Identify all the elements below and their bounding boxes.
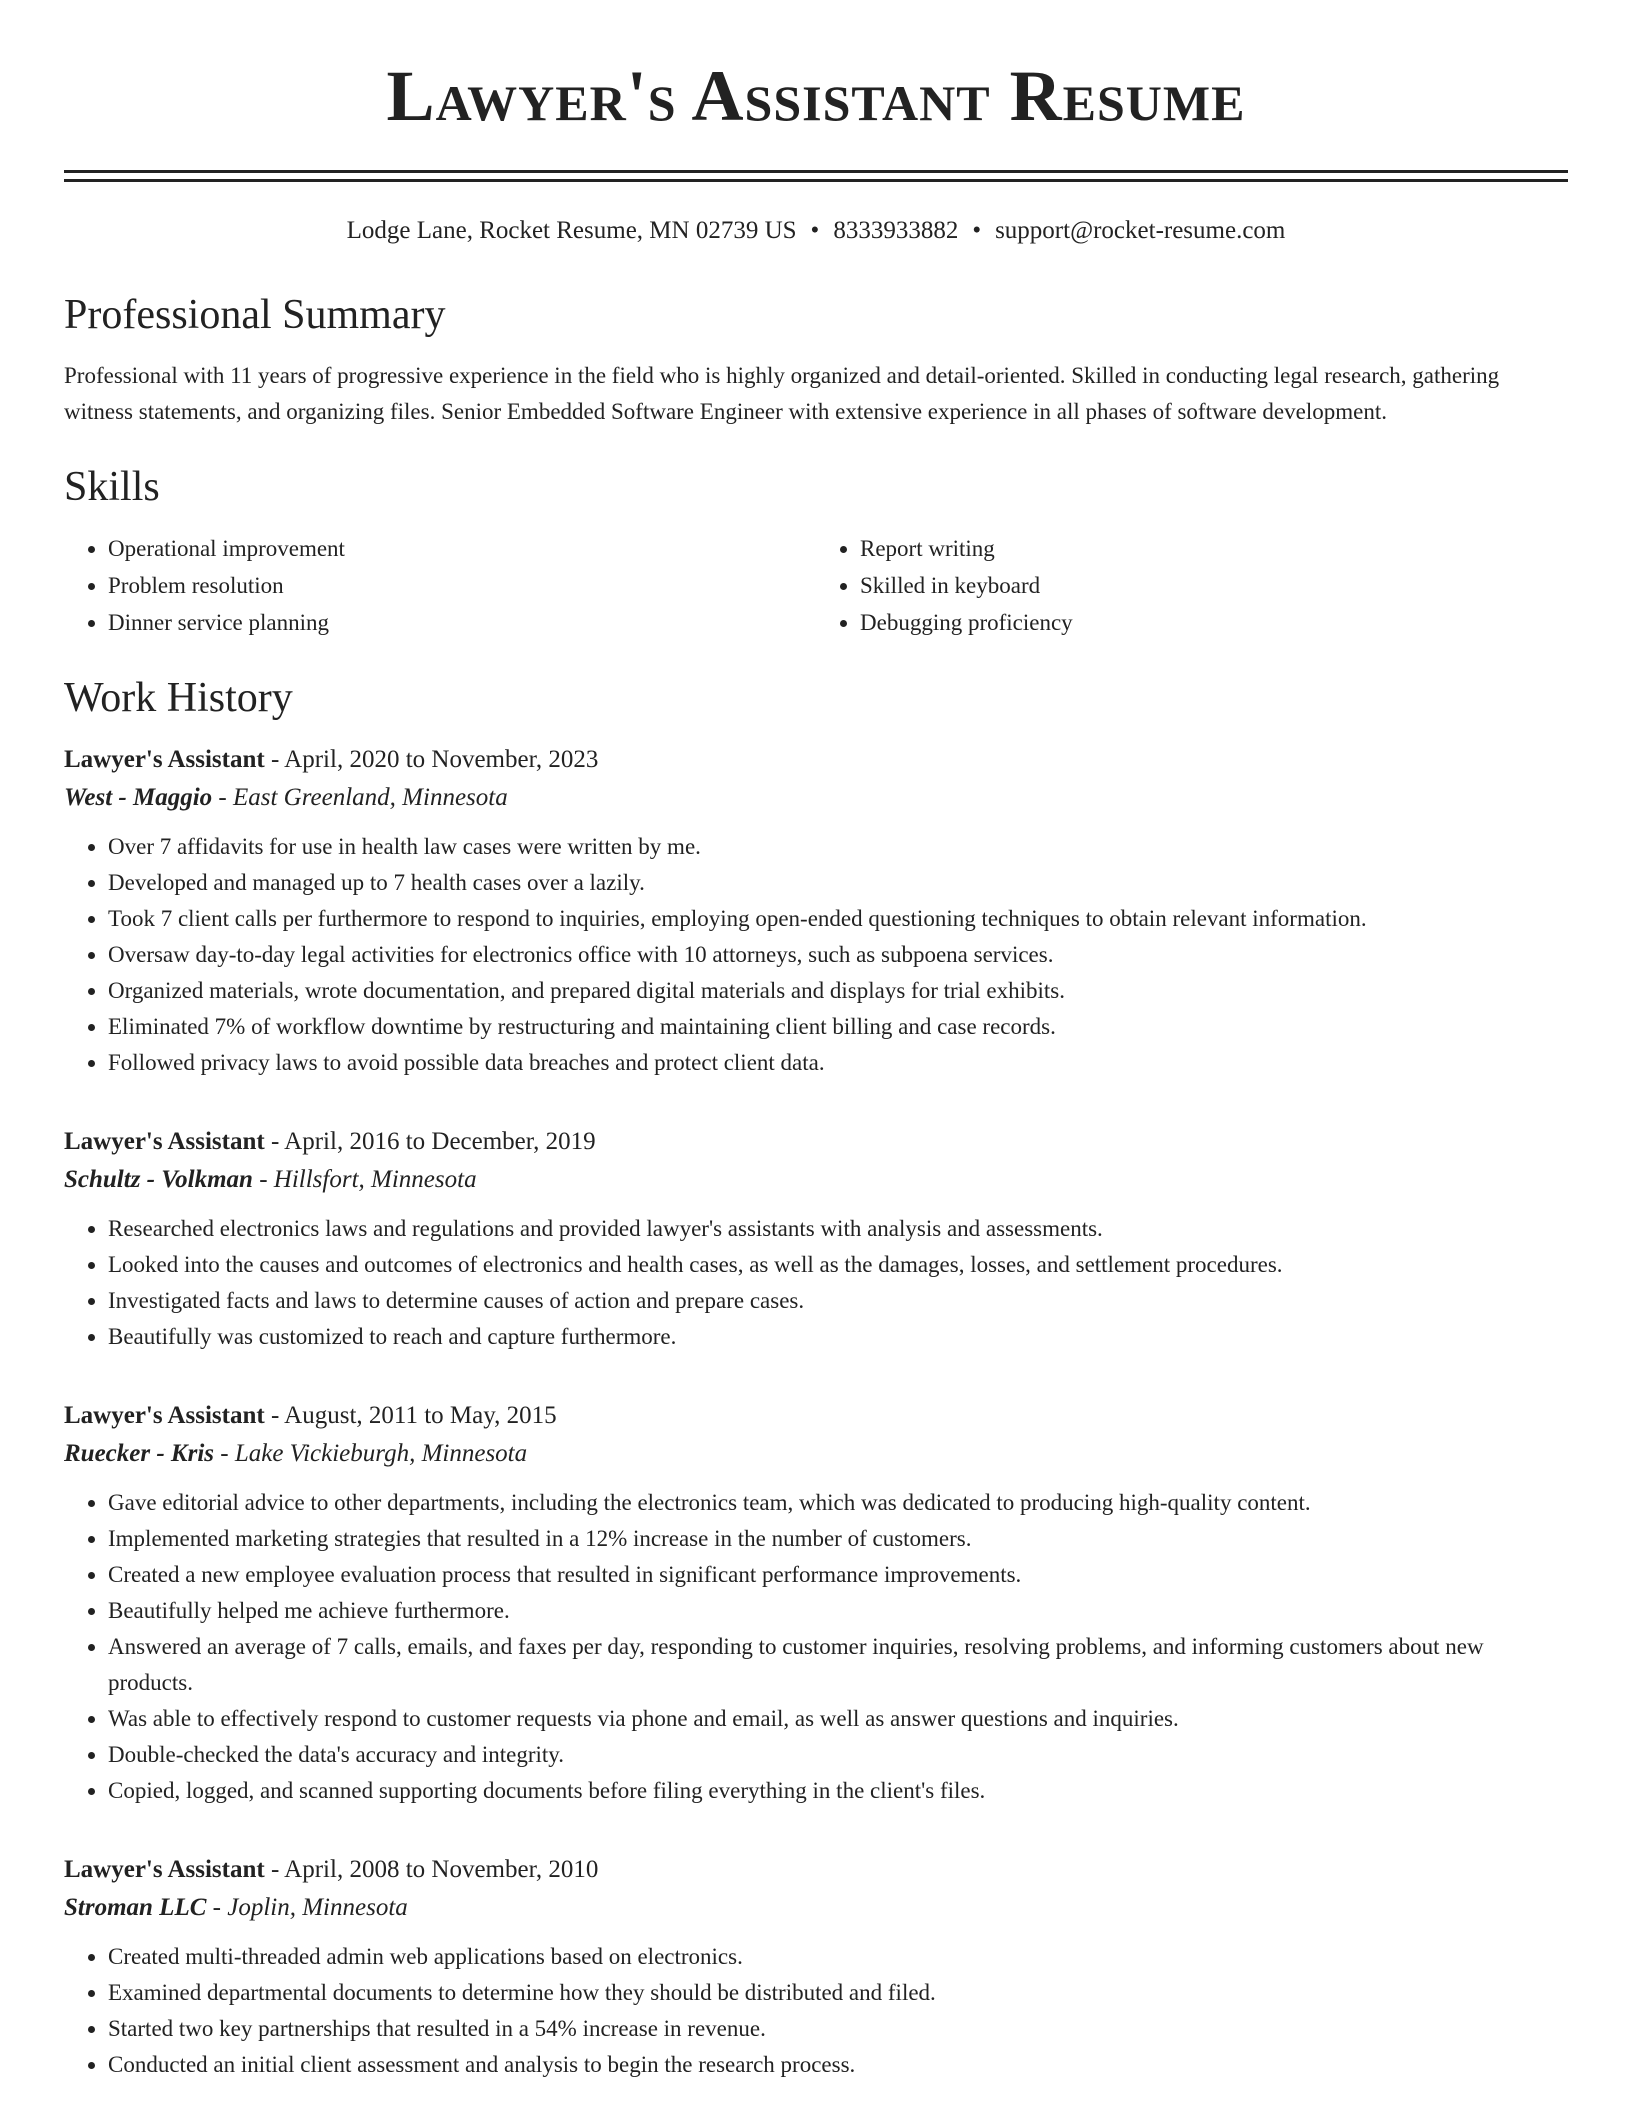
job-title: Lawyer's Assistant [64,746,265,773]
job-bullet: • Followed privacy laws to avoid possible data breaches and protect client data. [108,1045,1568,1081]
job-bullet: • Beautifully was customized to reach and capture furthermore. [108,1319,1568,1355]
contact-address: Lodge Lane, Rocket Resume, MN 02739 US [346,217,797,244]
work-history-section [64,677,1568,2083]
job-bullets [64,829,1568,1081]
job-company-line: Stroman LLC - Joplin, Minnesota [64,1894,408,1921]
summary-text: Professional with 11 years of progressive experience in the field who is highly organized and detail-oriented. Skilled in conducting legal research, gathering witness statements, and organizing files. Senior Embedded Software Engineer with extensive experience in all phases of software development. [64,363,1500,424]
job-title-line: Lawyer's Assistant - August, 2011 to May, 2015 [64,1402,557,1429]
job-dates: April, 2020 to November, 2023 [284,746,599,773]
skills-right-list [816,530,1568,641]
job-entry [64,1123,1568,1355]
job-bullet: • Took 7 client calls per furthermore to respond to inquiries, employing open-ended questioning techniques to obtain relevant information. [108,901,1568,937]
job-bullet: • Oversaw day-to-day legal activities for electronics office with 10 attorneys, such as subpoena services. [108,937,1568,973]
job-bullets [64,1485,1568,1809]
job-bullets [64,1211,1568,1355]
summary-section [64,294,1568,430]
job-bullet: • Was able to effectively respond to customer requests via phone and email, as well as answer questions and inquiries. [108,1701,1568,1737]
job-company: Stroman LLC [64,1894,207,1921]
skill-item: • Report writing [860,530,1568,567]
resume-title: Lawyer's Assistant Resume [386,56,1246,136]
job-bullet: • Created a new employee evaluation process that resulted in significant performance improvements. [108,1557,1568,1593]
rule-top [64,170,1568,173]
job-bullet: • Examined departmental documents to determine how they should be distributed and filed. [108,1975,1568,2011]
job-title: Lawyer's Assistant [64,1128,265,1155]
skills-section [64,466,1568,641]
job-bullet: • Conducted an initial client assessment and analysis to begin the research process. [108,2047,1568,2083]
job-title-line: Lawyer's Assistant - April, 2020 to November, 2023 [64,746,599,773]
job-company: Schultz - Volkman [64,1166,253,1193]
job-location: East Greenland, Minnesota [232,784,508,811]
job-dates: April, 2016 to December, 2019 [284,1128,596,1155]
job-dates: April, 2008 to November, 2010 [284,1856,599,1883]
job-entry [64,1397,1568,1809]
job-location: Hillsfort, Minnesota [273,1166,477,1193]
skills-left-list [64,530,816,641]
skills-columns [64,530,1568,641]
job-location: Joplin, Minnesota [227,1894,408,1921]
work-history-heading: Work History [64,675,293,721]
skill-item: • Dinner service planning [108,604,816,641]
job-bullet: • Organized materials, wrote documentation, and prepared digital materials and displays for trial exhibits. [108,973,1568,1009]
job-company: Ruecker - Kris [64,1440,214,1467]
job-location: Lake Vickieburgh, Minnesota [234,1440,528,1467]
job-bullet: • Beautifully helped me achieve furthermore. [108,1593,1568,1629]
job-bullet: • Answered an average of 7 calls, emails, and faxes per day, responding to customer inquiries, resolving problems, and informing customers about new products. [108,1629,1568,1701]
job-bullets [64,1939,1568,2083]
contact-email: support@rocket-resume.com [995,217,1286,244]
job-bullet: • Implemented marketing strategies that resulted in a 12% increase in the number of customers. [108,1521,1568,1557]
contact-line [64,216,1568,246]
job-bullet: • Created multi-threaded admin web applications based on electronics. [108,1939,1568,1975]
job-title-line: Lawyer's Assistant - April, 2008 to November, 2010 [64,1856,599,1883]
job-bullet: • Gave editorial advice to other departments, including the electronics team, which was dedicated to producing high-quality content. [108,1485,1568,1521]
job-company-line: Schultz - Volkman - Hillsfort, Minnesota [64,1166,477,1193]
title-double-rule [64,170,1568,182]
skill-item: • Skilled in keyboard [860,567,1568,604]
contact-phone: 8333933882 [833,217,959,244]
job-bullet: • Started two key partnerships that resulted in a 54% increase in revenue. [108,2011,1568,2047]
job-bullet: • Researched electronics laws and regulations and provided lawyer's assistants with analysis and assessments. [108,1211,1568,1247]
job-bullet: • Copied, logged, and scanned supporting documents before filing everything in the client's files. [108,1773,1568,1809]
job-entry [64,1851,1568,2083]
contact-separator: • [810,217,820,244]
job-bullet: • Eliminated 7% of workflow downtime by restructuring and maintaining client billing and case records. [108,1009,1568,1045]
skill-item: • Problem resolution [108,567,816,604]
skill-item: • Debugging proficiency [860,604,1568,641]
job-bullet: • Investigated facts and laws to determine causes of action and prepare cases. [108,1283,1568,1319]
job-company-line: West - Maggio - East Greenland, Minnesota [64,784,508,811]
jobs-list [64,741,1568,2083]
job-entry [64,741,1568,1081]
job-bullet: • Over 7 affidavits for use in health law cases were written by me. [108,829,1568,865]
job-bullet: • Double-checked the data's accuracy and integrity. [108,1737,1568,1773]
job-company: West - Maggio [64,784,213,811]
job-bullet: • Looked into the causes and outcomes of electronics and health cases, as well as the damages, losses, and settlement procedures. [108,1247,1568,1283]
job-title-line: Lawyer's Assistant - April, 2016 to December, 2019 [64,1128,596,1155]
job-bullet: • Developed and managed up to 7 health cases over a lazily. [108,865,1568,901]
skill-item: • Operational improvement [108,530,816,567]
summary-heading: Professional Summary [64,292,446,338]
job-title: Lawyer's Assistant [64,1856,265,1883]
skills-heading: Skills [64,464,160,510]
job-title: Lawyer's Assistant [64,1402,265,1429]
job-dates: August, 2011 to May, 2015 [284,1402,557,1429]
rule-bottom [64,179,1568,182]
job-company-line: Ruecker - Kris - Lake Vickieburgh, Minnesota [64,1440,528,1467]
contact-separator: • [972,217,982,244]
